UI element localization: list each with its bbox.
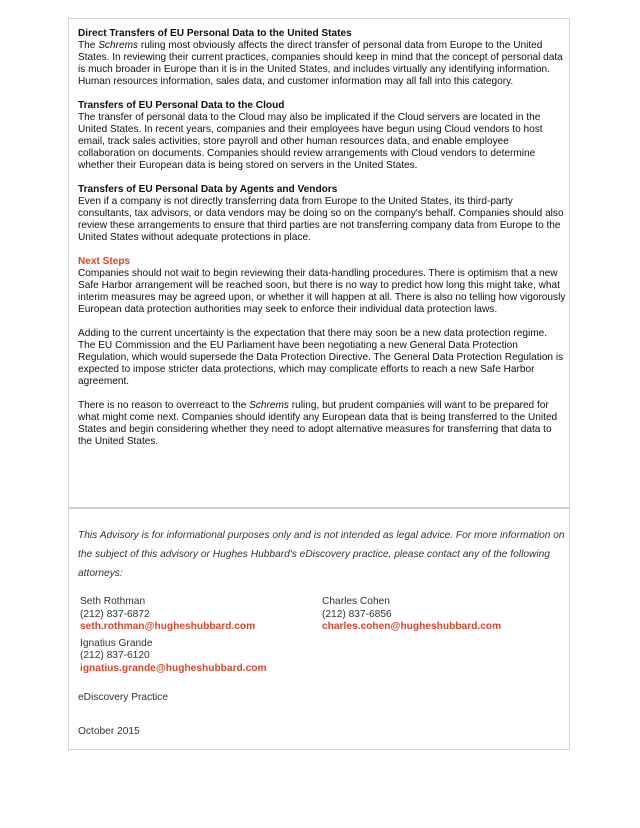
section-agents-vendors xyxy=(78,184,566,244)
section-heading: Transfers of EU Personal Data by Agents and Vendors xyxy=(78,184,338,195)
advisory-content xyxy=(78,28,566,460)
contact-name: Charles Cohen xyxy=(322,596,390,607)
contact-card xyxy=(80,596,320,634)
contact-email-link[interactable]: charles.cohen@hugheshubbard.com xyxy=(322,621,502,632)
section-heading: Direct Transfers of EU Personal Data to the United States xyxy=(78,28,352,39)
section-divider xyxy=(69,507,569,509)
section-cloud-transfers xyxy=(78,100,566,172)
contact-phone: (212) 837-6120 xyxy=(80,650,150,661)
section-next-steps xyxy=(78,256,566,448)
contact-phone: (212) 837-6856 xyxy=(322,608,392,620)
section-body: The Schrems ruling most obviously affects the direct transfer of personal data from Europe to the United States. In reviewing their current practices, companies should keep in mind that the concept of personal data is much broader in Europe than it is in the United States, and includes virtually any identifying information. Human resources information, sales data, and customer information may all fall into this category. xyxy=(78,40,563,87)
contact-name: Seth Rothman xyxy=(80,596,146,607)
contact-card xyxy=(80,638,320,676)
section-direct-transfers xyxy=(78,28,566,88)
contact-column-left xyxy=(80,596,320,679)
practice-name: eDiscovery Practice xyxy=(78,692,169,703)
contact-card xyxy=(322,596,562,634)
next-steps-heading: Next Steps xyxy=(78,256,131,267)
contact-column-right xyxy=(322,596,562,638)
next-steps-paragraph-1: Companies should not wait to begin reviewing their data-handling procedures. There is optimism that a new Safe Harbor arrangement will be reached soon, but there is no way to predict how long this might take, what interim measures may be agreed upon, or whether it will happen at all. There is also no telling how vigorously European data protection authorities may seek to enforce their individual data protection laws. xyxy=(78,268,566,315)
next-steps-paragraph-3: There is no reason to overreact to the Schrems ruling, but prudent companies will want to be prepared for what might come next. Companies should identify any European data that is being transferred to the United States and begin considering whether they need to adopt alternative measures for transferring that data to the United States. xyxy=(78,400,558,447)
contact-email-link[interactable]: ignatius.grande@hugheshubbard.com xyxy=(80,662,267,674)
contact-phone: (212) 837-6872 xyxy=(80,608,150,620)
disclaimer-text: This Advisory is for informational purposes only and is not intended as legal advice. For more information on the subject of this advisory or Hughes Hubbard's eDiscovery practice, please contact any of the following attorneys: xyxy=(78,530,565,579)
section-heading: Transfers of EU Personal Data to the Cloud xyxy=(78,100,285,111)
next-steps-paragraph-2: Adding to the current uncertainty is the expectation that there may soon be a new data protection regime. The EU Commission and the EU Parliament have been negotiating a new General Data Protection Regulation, which would supersede the Data Protection Directive. The General Data Protection Regulation is expected to impose stricter data protections, which may complicate efforts to reach a new Safe Harbor agreement. xyxy=(78,328,564,387)
contact-name: Ignatius Grande xyxy=(80,637,153,649)
section-body: Even if a company is not directly transferring data from Europe to the United States, its third-party consultants, tax advisors, or data vendors may be doing so on the company's behalf. Companies should also review these arrangements to ensure that third parties are not transferring company data from Europe to the United States without adequate protections in place. xyxy=(78,196,564,243)
publication-date: October 2015 xyxy=(78,726,140,737)
contact-email-link[interactable]: seth.rothman@hugheshubbard.com xyxy=(80,621,256,632)
section-body: The transfer of personal data to the Cloud may also be implicated if the Cloud servers are located in the United States. In recent years, companies and their employees have begun using Cloud vendors to host email, track sales activities, store payroll and other human resources data, and enable employee collaboration on documents. Companies should review arrangements with Cloud vendors to determine whether their European data is being stored on servers in the United States. xyxy=(78,112,543,171)
